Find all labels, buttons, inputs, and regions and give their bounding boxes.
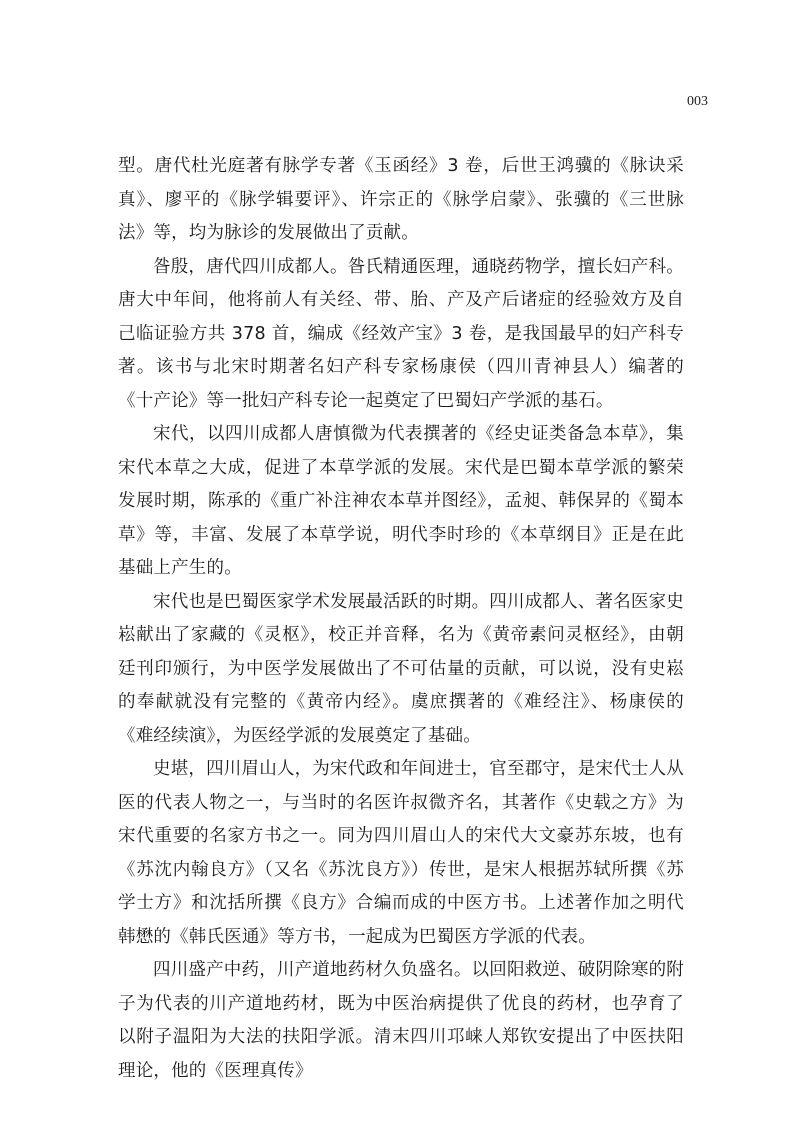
paragraph-song-medical-classics: 宋代也是巴蜀医家学术发展最活跃的时期。四川成都人、著名医家史崧献出了家藏的《灵枢》，校正并音释，名为《黄帝素问灵枢经》，由朝廷刊印颁行，为中医学发展做出了不可估量的贡献，可以说，没有史崧的奉献就没有完整的《黄帝内经》。虞庶撰著的《难经注》、杨康侯的《难经续演》，为医经学派的发展奠定了基础。 (118, 591, 684, 746)
page-body (118, 150, 684, 1088)
paragraph-zan-yin: 昝殷，唐代四川成都人。昝氏精通医理，通晓药物学，擅长妇产科。唐大中年间，他将前人有关经、带、胎、产及产后诸症的经验效方及自己临证验方共 378 首，编成《经效产宝》3 卷，是我国最早的妇产科专著。该书与北宋时期著名妇产科专家杨康侯（四川青神县人）编著的《十产论》等一批妇产科专论一起奠定了巴蜀妇产学派的基石。 (118, 256, 684, 411)
paragraph-fuyang-school: 四川盛产中药，川产道地药材久负盛名。以回阳救逆、破阴除寒的附子为代表的川产道地药材，既为中医治病提供了优良的药材，也孕育了以附子温阳为大法的扶阳学派。清末四川邛崃人郑钦安提出了中医扶阳理论，他的《医理真传》 (118, 960, 684, 1081)
page-number: 003 (687, 94, 708, 109)
paragraph-materia-medica: 宋代，以四川成都人唐慎微为代表撰著的《经史证类备急本草》，集宋代本草之大成，促进了本草学派的发展。宋代是巴蜀本草学派的繁荣发展时期，陈承的《重广补注神农本草并图经》，孟昶、韩保昇的《蜀本草》等，丰富、发展了本草学说，明代李时珍的《本草纲目》正是在此基础上产生的。 (118, 424, 684, 578)
paragraph-shi-kan: 史堪，四川眉山人，为宋代政和年间进士，官至郡守，是宋代士人从医的代表人物之一，与当时的名医许叔微齐名，其著作《史载之方》为宋代重要的名家方书之一。同为四川眉山人的宋代大文豪苏东坡，也有《苏沈内翰良方》（又名《苏沈良方》）传世，是宋人根据苏轼所撰《苏学士方》和沈括所撰《良方》合编而成的中医方书。上述著作加之明代韩懋的《韩氏医通》等方书，一起成为巴蜀医方学派的代表。 (118, 759, 684, 947)
paragraph-pulse-diagnosis: 型。唐代杜光庭著有脉学专著《玉函经》3 卷，后世王鸿骥的《脉诀采真》、廖平的《脉学辑要评》、许宗正的《脉学启蒙》、张骥的《三世脉法》等，均为脉诊的发展做出了贡献。 (118, 156, 684, 243)
